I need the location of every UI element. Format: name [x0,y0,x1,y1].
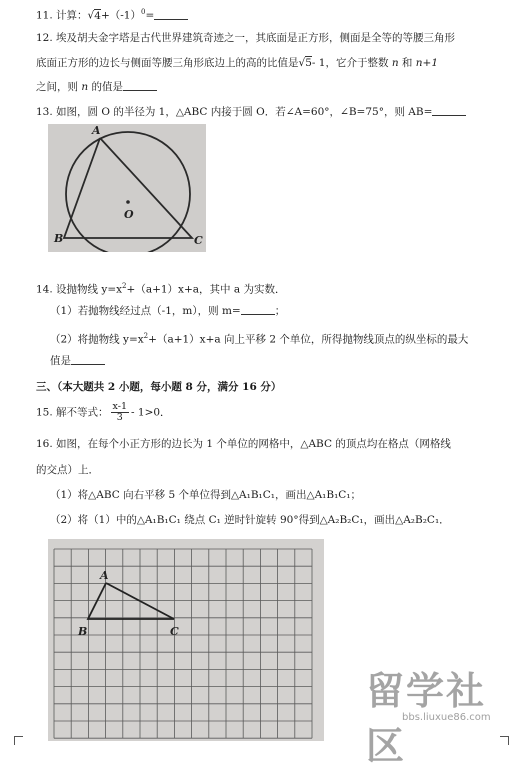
label-c: C [194,234,203,247]
question-15-number: 15. [36,406,53,419]
grid-diagram [48,539,324,741]
sqrt-symbol: √ [298,57,306,69]
question-14-number: 14. [36,283,53,296]
question-11-text-a: 计算： [56,9,88,22]
circle-figure-photo [48,124,206,252]
question-12-text-line3b: 的值是 [91,81,123,93]
label-b: B [78,625,88,638]
corner-mark [500,736,509,745]
question-14-p2-a: （2）将抛物线 y=x [50,333,144,346]
watermark [346,654,522,768]
triangle-abc [88,583,174,619]
watermark-url: bbs.liuxue86.com [402,712,491,723]
section-3-heading: 三、（本大题共 2 小题，每小题 8 分，满分 16 分） [36,381,282,393]
answer-blank [241,303,275,315]
question-11-exponent: 0 [140,8,146,16]
answer-blank [123,79,157,91]
question-16-part-2: （2）将（1）中的△A₁B₁C₁ 绕点 C₁ 逆时针旋转 90°得到△A₂B₂C₁，画出△A₂B₂C₁． [50,514,450,526]
label-a: A [92,124,101,137]
question-16-part-1: （1）将△ABC 向右平移 5 个单位得到△A₁B₁C₁，画出△A₁B₁C₁； [50,489,362,501]
sqrt-symbol: √ [87,9,95,22]
answer-blank [71,353,105,365]
circle-o [66,132,190,252]
question-11-equals: = [145,9,155,22]
question-15-text-b: - 1>0． [131,406,171,419]
question-11-sqrt-arg: 4 [94,9,101,22]
question-16-number: 16. [36,438,53,450]
question-14-stem-exp: 2 [122,282,127,290]
label-c: C [170,625,179,638]
question-11-text-b: +（-1） [100,9,141,22]
question-16-text-line1: 如图，在每个小正方形的边长为 1 个单位的网格中，△ABC 的顶点均在格点（网格线 [56,438,451,450]
question-14-part-2-cont [50,353,105,369]
question-14-p2-exp: 2 [143,332,149,340]
question-14-stem-a: 设抛物线 y=x [56,283,123,296]
label-a: A [100,569,109,582]
fraction-denominator: 3 [116,412,123,423]
question-11-number: 11. [36,9,53,22]
grid-lines [54,549,312,738]
question-14-part-2 [50,328,468,348]
question-12-var-n-2: n [81,81,89,93]
question-16-line-1 [36,436,451,452]
triangle-abc [64,138,192,238]
question-14-p2-b: +（a+1）x+a 向上平移 2 个单位，所得抛物线顶点的纵坐标的最大 [148,333,469,346]
question-13 [36,104,466,120]
question-12-line-2 [36,55,438,71]
question-12-number: 12. [36,32,53,44]
corner-mark [14,736,23,745]
question-12-var-n: n [391,57,399,69]
question-12-text-line2b: - 1，它介于整数 [311,57,389,69]
center-point [126,200,130,204]
question-12-text-line1: 埃及胡夫金字塔是古代世界建筑奇迹之一，其底面是正方形，侧面是全等的等腰三角形 [56,32,456,44]
question-12-line-3 [36,79,157,95]
question-14-p1-text: （1）若抛物线经过点（-1，m），则 m= [50,305,241,317]
answer-blank [432,104,466,116]
label-b: B [54,232,64,245]
question-12-sqrt-arg: 5 [305,57,312,69]
question-14-p1-end: ； [274,305,286,317]
question-12-line-1 [36,30,455,46]
question-12-text-line2c: 和 [401,57,413,69]
fraction-numerator: x-1 [112,401,127,412]
question-16-line-2: 的交点）上． [36,464,99,476]
question-11 [36,4,188,24]
answer-blank [154,8,188,20]
question-14-stem [36,278,285,298]
question-12-var-n1: n+1 [415,57,439,69]
question-13-number: 13. [36,106,53,118]
question-14-p2-c: 值是 [50,355,71,367]
question-12-text-line3a: 之间，则 [36,81,78,93]
watermark-brand: 留学社区 [366,669,487,768]
circle-diagram [48,124,206,252]
grid-figure-photo [48,539,324,741]
question-15 [36,402,171,423]
question-14-stem-b: +（a+1）x+a，其中 a 为实数． [126,283,286,296]
question-14-part-1 [50,303,285,319]
question-15-text-a: 解不等式： [56,406,109,419]
question-13-text: 如图，圆 O 的半径为 1，△ABC 内接于圆 O．若∠A=60°，∠B=75°，则 AB= [56,106,433,118]
fraction [111,402,129,423]
label-o: O [124,208,134,221]
question-12-text-line2a: 底面正方形的边长与侧面等腰三角形底边上的高的比值是 [36,57,299,69]
